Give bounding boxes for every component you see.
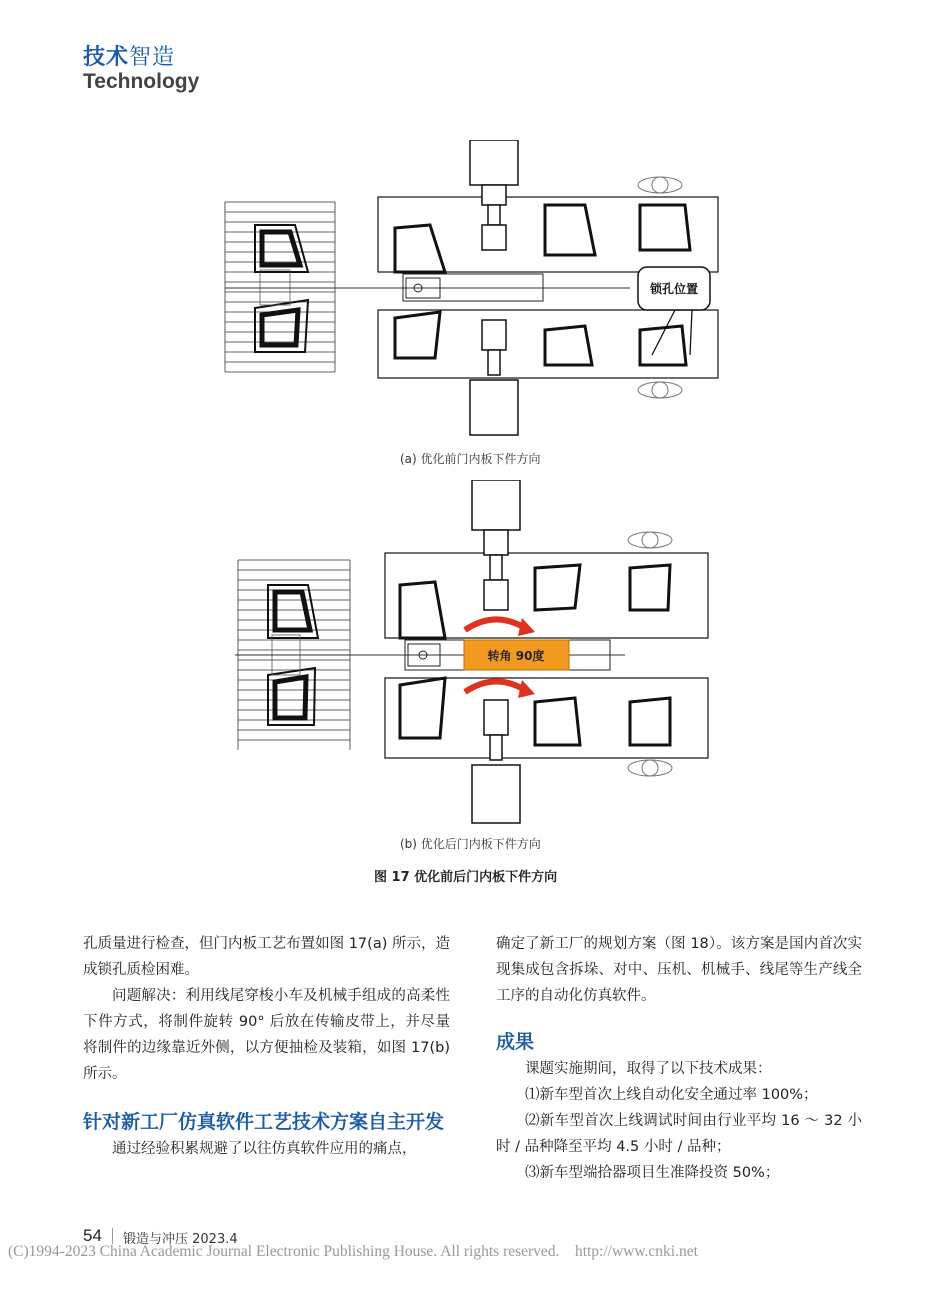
door-panel-left-bottom-b [268,668,315,725]
callout-lock-hole: 锁孔位置 [649,282,699,296]
subfigure-caption-b: (b) 优化后门内板下件方向 [400,837,541,851]
robot-top-b [472,480,520,610]
figure-panel-a [220,140,730,445]
rotation-arrow-top [465,619,525,630]
left-column [83,931,450,1162]
journal-name: 锻造与冲压 2023.4 [123,1232,238,1247]
result-item-3: ⑶新车型端拾器项目生准降投资 50%； [525,1165,780,1181]
left-section-heading: 针对新工厂仿真软件工艺技术方案自主开发 [83,1111,445,1133]
section-label [83,40,175,71]
left-paragraph-2: 问题解决：利用线尾穿梭小车及机械手组成的高柔性下件方式，将制件旋转 90° 后放在传输皮带上，并尽量将制件的边缘靠近外侧，以方便抽检及装箱，如图 17(b) 所示。 [83,988,450,1082]
section-label-english: Technology [83,70,200,93]
right-section-heading: 成果 [496,1031,535,1053]
door-panels-bottom-a [395,312,686,365]
door-panels-top-a [395,205,690,272]
right-column [496,931,862,1186]
section-label-bold: 技术 [83,45,130,70]
figure-caption: 图 17 优化前后门内板下件方向 [374,870,558,885]
copyright-watermark: (C)1994-2023 China Academic Journal Electronic Publishing House. All rights reserved. http://www.cnki.net [8,1243,698,1260]
subfigure-caption-a: (a) 优化前门内板下件方向 [400,452,541,466]
callout-rotate-90: 转角 90度 [487,649,545,663]
footer-divider [112,1228,113,1244]
section-label-light: 智造 [129,45,176,70]
robot-top-a [470,140,518,250]
rotation-arrowhead-top [518,618,535,636]
door-panel-left-bottom-a [255,300,308,352]
result-item-1: ⑴新车型首次上线自动化安全通过率 100%； [525,1087,818,1103]
door-panels-bottom-b [400,678,670,745]
operator-icon-top-b [628,532,672,548]
rotation-arrow-bottom [465,681,525,692]
rotation-arrowhead-bottom [518,680,535,698]
left-paragraph-3: 通过经验积累规避了以往仿真软件应用的痛点， [112,1141,417,1157]
result-item-2: ⑵新车型首次上线调试时间由行业平均 16 ～ 32 小时 / 品种降至平均 4.5 小时 / 品种； [496,1113,862,1155]
right-paragraph-2: 课题实施期间，取得了以下技术成果： [525,1061,772,1077]
door-panel-left-top-b [268,585,318,638]
operator-icon-bottom-a [638,382,682,398]
press-line-box-top-a [378,197,718,272]
door-panels-top-b [400,565,670,638]
figure-panel-b [230,480,720,830]
press-line-box-bottom-a [378,310,718,378]
robot-bottom-b [472,700,520,823]
left-paragraph-1: 孔质量进行检查，但门内板工艺布置如图 17(a) 所示，造成锁孔质检困难。 [83,936,450,978]
operator-icon-bottom-b [628,760,672,776]
right-paragraph-1: 确定了新工厂的规划方案（图 18）。该方案是国内首次实现集成包含拆垛、对中、压机、机械手、线尾等生产线全工序的自动化仿真软件。 [496,936,862,1004]
operator-icon-top-a [638,177,682,193]
page-number: 54 [83,1226,102,1245]
